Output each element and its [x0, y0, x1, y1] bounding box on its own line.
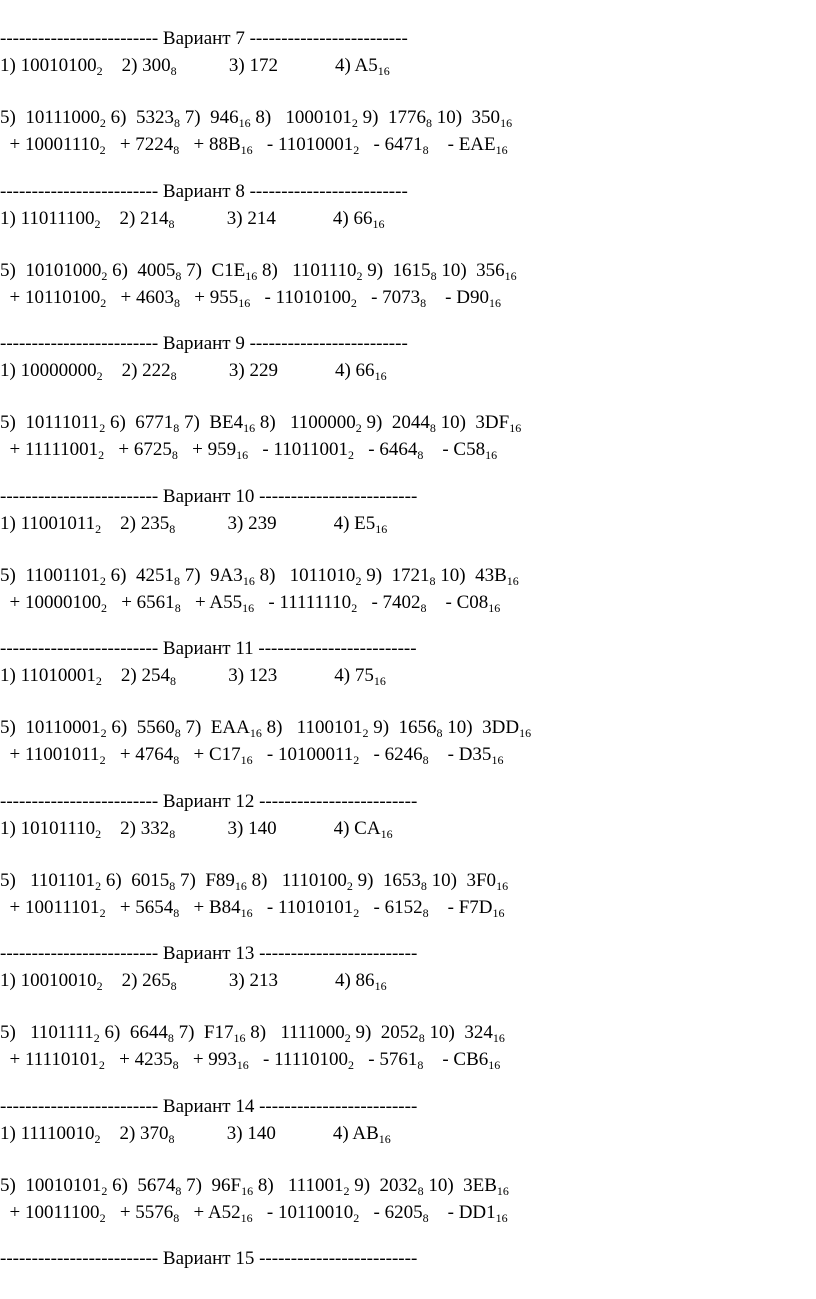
task-line [0, 897, 505, 919]
base-subscript: 2 [95, 521, 102, 536]
base-subscript: 2 [353, 1210, 360, 1225]
task-text: - 5761 [354, 1049, 418, 1070]
task-text: - C58 [423, 439, 486, 460]
task-line [0, 134, 508, 156]
base-subscript: 8 [175, 1183, 182, 1198]
task-text: 1) 10010010 [0, 970, 97, 991]
base-subscript: 2 [94, 216, 101, 231]
base-subscript: 2 [98, 1058, 105, 1072]
task-text: 9) 1615 [362, 259, 431, 281]
base-subscript: 16 [236, 1058, 249, 1072]
task-line [0, 513, 387, 535]
base-subscript: 2 [353, 753, 360, 767]
task-text: 5) 10111000 [0, 107, 100, 128]
base-subscript: 16 [375, 521, 388, 536]
base-subscript: 16 [488, 295, 501, 310]
task-line [0, 260, 517, 282]
task-text: - 6152 [359, 896, 423, 918]
base-subscript: 16 [495, 1210, 508, 1225]
base-subscript: 8 [169, 878, 176, 893]
base-subscript: 8 [168, 216, 175, 231]
task-text: - DD1 [428, 1201, 496, 1223]
task-line [0, 1049, 500, 1071]
task-text: + 10001110 [0, 134, 100, 155]
task-text: + 10011100 [0, 1201, 100, 1223]
task-text: 6) 5323 [105, 107, 174, 128]
base-subscript: 16 [485, 448, 498, 462]
task-text: 7) EAA [180, 717, 250, 738]
task-text: - 10110010 [252, 1201, 354, 1223]
base-subscript: 16 [377, 64, 390, 78]
task-line [0, 412, 521, 434]
task-text: - 11010001 [252, 134, 354, 155]
task-line [0, 1202, 508, 1224]
variant-header: ------------------------- Вариант 8 ------------------------- [0, 180, 408, 202]
base-subscript: 16 [496, 878, 509, 893]
base-subscript: 16 [242, 600, 255, 615]
task-text: 9) 1721 [361, 564, 430, 586]
task-text: - 6205 [359, 1201, 423, 1223]
base-subscript: 2 [99, 905, 106, 920]
task-text: - 11010101 [252, 896, 354, 918]
base-subscript: 2 [353, 905, 360, 920]
task-text: 5) 1101111 [0, 1022, 94, 1043]
task-text: + 959 [177, 439, 237, 460]
task-text: - 7073 [356, 286, 421, 308]
task-text: 3) 229 4) 66 [176, 360, 375, 381]
task-text: 10) 350 [431, 107, 501, 128]
task-text: 8) 1101110 [257, 259, 357, 281]
base-subscript: 2 [99, 143, 106, 157]
task-text: - 10100011 [252, 744, 354, 765]
base-subscript: 16 [492, 905, 505, 920]
base-subscript: 8 [430, 268, 437, 283]
base-subscript: 2 [99, 421, 106, 435]
task-text: 9) 2052 [350, 1022, 419, 1043]
task-text: 1) 10101110 [0, 817, 96, 839]
base-subscript: 8 [170, 369, 177, 383]
task-text: 3) 239 4) E5 [175, 512, 376, 534]
base-subscript: 2 [350, 295, 357, 310]
task-line [0, 970, 387, 992]
base-subscript: 16 [249, 726, 262, 740]
task-line [0, 208, 384, 230]
base-subscript: 2 [355, 421, 362, 435]
task-text: - 6464 [354, 439, 418, 460]
base-subscript: 16 [380, 826, 393, 841]
task-text: 2) 265 [102, 970, 171, 991]
task-text: 3) 140 4) CA [175, 817, 381, 839]
base-subscript: 8 [422, 753, 429, 767]
task-text: 3) 214 4) 66 [174, 207, 373, 229]
base-subscript: 8 [425, 116, 432, 130]
task-line [0, 744, 503, 766]
task-text: 2) 254 [101, 665, 170, 686]
task-text: + B84 [179, 896, 241, 918]
base-subscript: 2 [99, 573, 106, 588]
base-subscript: 2 [353, 143, 360, 157]
task-text: + 88B [179, 134, 241, 155]
task-line [0, 287, 501, 309]
base-subscript: 8 [168, 1131, 175, 1146]
base-subscript: 16 [374, 369, 387, 383]
task-text: + 4603 [106, 286, 174, 308]
variant-header: ------------------------- Вариант 9 ------------------------- [0, 333, 408, 354]
task-text: 3) 123 4) 75 [175, 665, 374, 686]
task-text: 6) 6644 [99, 1022, 168, 1043]
task-text: - 11010100 [250, 286, 351, 308]
base-subscript: 2 [99, 753, 106, 767]
task-text: 3) 213 4) 86 [176, 970, 375, 991]
base-subscript: 8 [174, 116, 180, 130]
task-text: 8) 1111000 [245, 1022, 345, 1043]
task-text: 6) 4251 [105, 564, 174, 586]
task-text: - 7402 [357, 591, 421, 613]
task-text: 5) 1101101 [0, 869, 96, 891]
task-text: - 6246 [359, 744, 423, 765]
task-text: 10) 3F0 [426, 869, 497, 891]
base-subscript: 2 [99, 1210, 106, 1225]
base-subscript: 2 [101, 268, 108, 283]
base-subscript: 8 [436, 726, 443, 740]
base-subscript: 8 [422, 1210, 429, 1225]
task-line [0, 592, 500, 614]
task-text: - CB6 [423, 1049, 489, 1070]
variant-header: ------------------------- Вариант 13 ------------------------- [0, 943, 418, 964]
base-subscript: 16 [491, 753, 504, 767]
base-subscript: 2 [96, 369, 103, 383]
task-text: 1) 11110010 [0, 1122, 95, 1144]
task-text: 8) 1100101 [261, 717, 363, 738]
task-text: - 11111110 [254, 591, 352, 613]
base-subscript: 16 [236, 448, 249, 462]
base-subscript: 2 [351, 116, 358, 130]
task-text: 1) 10000000 [0, 360, 97, 381]
task-text: 8) 111001 [253, 1174, 344, 1196]
task-text: 10) 356 [436, 259, 505, 281]
base-subscript: 8 [173, 143, 180, 157]
base-subscript: 8 [173, 753, 180, 767]
variant-header: ------------------------- Вариант 15 ------------------------- [0, 1248, 418, 1269]
task-line [0, 107, 512, 129]
task-text: + 4235 [104, 1049, 173, 1070]
base-subscript: 16 [242, 573, 255, 588]
task-line [0, 55, 390, 77]
task-text: 10) 3EB [423, 1174, 497, 1196]
base-subscript: 2 [94, 1131, 101, 1146]
base-subscript: 16 [374, 979, 387, 993]
task-text: + 11110101 [0, 1049, 99, 1070]
base-subscript: 8 [417, 1183, 424, 1198]
base-subscript: 8 [429, 421, 436, 435]
task-text: 9) 1656 [368, 717, 437, 738]
task-text: 6) 4005 [107, 259, 176, 281]
base-subscript: 2 [95, 674, 102, 688]
base-subscript: 16 [238, 295, 251, 310]
task-text: 3) 140 4) AB [174, 1122, 379, 1144]
base-subscript: 16 [372, 216, 385, 231]
task-text: + 7224 [105, 134, 174, 155]
task-line [0, 565, 519, 587]
base-subscript: 16 [243, 421, 256, 435]
task-text: 10) 3DF [435, 412, 510, 433]
variant-header: ------------------------- Вариант 7 ------------------------- [0, 28, 408, 49]
base-subscript: 8 [172, 1058, 179, 1072]
task-text: 7) 96F [181, 1174, 242, 1196]
task-text: + 5654 [105, 896, 174, 918]
task-line [0, 870, 508, 892]
base-subscript: 2 [96, 64, 103, 78]
base-subscript: 2 [356, 268, 363, 283]
task-text: + 10110100 [0, 286, 101, 308]
task-line [0, 360, 387, 382]
task-text: 5) 10101000 [0, 259, 102, 281]
base-subscript: 2 [346, 878, 353, 893]
task-text: 5) 10110001 [0, 717, 101, 738]
task-text: 9) 1653 [352, 869, 421, 891]
task-text: - 11011001 [248, 439, 349, 460]
base-subscript: 16 [238, 116, 251, 130]
base-subscript: 16 [492, 1031, 505, 1045]
task-text: 8) 1100000 [255, 412, 356, 433]
task-text: 2) 235 [101, 512, 170, 534]
task-text: 6) 5560 [106, 717, 175, 738]
variant-header: ------------------------- Вариант 10 ------------------------- [0, 485, 418, 507]
base-subscript: 8 [417, 448, 424, 462]
base-subscript: 2 [95, 826, 102, 841]
base-subscript: 2 [99, 116, 106, 130]
base-subscript: 8 [170, 979, 177, 993]
base-subscript: 16 [240, 1210, 253, 1225]
task-text: + 6561 [106, 591, 175, 613]
base-subscript: 16 [241, 1183, 254, 1198]
base-subscript: 16 [488, 1058, 501, 1072]
variant-header: ------------------------- Вариант 11 ------------------------- [0, 638, 417, 659]
task-text: 1) 10010100 [0, 55, 97, 76]
base-subscript: 16 [504, 268, 517, 283]
task-text: 1) 11011100 [0, 207, 95, 229]
task-text: - 11110100 [248, 1049, 349, 1070]
base-subscript: 16 [240, 905, 253, 920]
task-text: 2) 300 [102, 55, 171, 76]
task-text: 10) 43B [435, 564, 507, 586]
task-text: 8) 1000101 [250, 107, 352, 128]
variant-header: ------------------------- Вариант 12 ------------------------- [0, 790, 418, 812]
base-subscript: 16 [245, 268, 258, 283]
base-subscript: 8 [174, 726, 181, 740]
task-text: - F7D [428, 896, 493, 918]
base-subscript: 2 [362, 726, 369, 740]
base-subscript: 8 [422, 143, 429, 157]
task-text: + 5576 [105, 1201, 174, 1223]
task-text: 7) 946 [180, 107, 239, 128]
task-text: + A52 [179, 1201, 241, 1223]
task-line [0, 439, 497, 461]
task-text: + A55 [180, 591, 243, 613]
base-subscript: 8 [417, 1058, 424, 1072]
base-subscript: 2 [100, 295, 107, 310]
task-text: + 955 [179, 286, 239, 308]
task-text: + 11111001 [0, 439, 99, 460]
base-subscript: 2 [96, 979, 103, 993]
base-subscript: 8 [418, 1031, 425, 1045]
task-text: 1) 11010001 [0, 665, 96, 686]
task-text: 5) 10010101 [0, 1174, 102, 1196]
task-text: 8) 1011010 [254, 564, 356, 586]
task-line [0, 1022, 505, 1044]
task-text: + 11001011 [0, 744, 100, 765]
task-text: - EAE [428, 134, 496, 155]
task-line [0, 717, 531, 739]
task-line [0, 665, 386, 687]
task-text: + 6725 [104, 439, 172, 460]
base-subscript: 2 [93, 1031, 100, 1045]
task-text: - 6471 [359, 134, 423, 155]
task-text: 3) 172 4) A5 [176, 55, 378, 76]
base-subscript: 8 [169, 674, 176, 688]
base-subscript: 8 [169, 826, 176, 841]
task-line [0, 1123, 391, 1145]
base-subscript: 16 [488, 600, 501, 615]
base-subscript: 2 [344, 1031, 351, 1045]
task-text: 7) C1E [181, 259, 246, 281]
base-subscript: 16 [519, 726, 532, 740]
base-subscript: 8 [171, 448, 178, 462]
base-subscript: 16 [506, 573, 519, 588]
base-subscript: 16 [496, 1183, 509, 1198]
base-subscript: 8 [173, 421, 180, 435]
task-text: 7) F89 [175, 869, 235, 891]
base-subscript: 16 [234, 878, 247, 893]
task-text: 5) 10111011 [0, 412, 100, 433]
task-text: - D35 [428, 744, 492, 765]
task-text: - C08 [426, 591, 489, 613]
task-text: 9) 2044 [361, 412, 430, 433]
variant-header: ------------------------- Вариант 14 ------------------------- [0, 1095, 418, 1117]
base-subscript: 8 [429, 573, 436, 588]
base-subscript: 2 [95, 878, 102, 893]
task-text: 9) 1776 [357, 107, 426, 128]
base-subscript: 8 [173, 295, 180, 310]
task-text: 9) 2032 [349, 1174, 418, 1196]
task-text: 2) 332 [101, 817, 170, 839]
task-text: 6) 6015 [101, 869, 170, 891]
base-subscript: 8 [170, 64, 177, 78]
task-text: 10) 324 [424, 1022, 493, 1043]
task-text: 7) F17 [173, 1022, 234, 1043]
base-subscript: 16 [378, 1131, 391, 1146]
base-subscript: 16 [240, 753, 253, 767]
base-subscript: 8 [420, 878, 427, 893]
base-subscript: 16 [495, 143, 508, 157]
base-subscript: 8 [173, 1210, 180, 1225]
task-text: 5) 11001101 [0, 564, 100, 586]
base-subscript: 8 [174, 573, 180, 588]
base-subscript: 8 [167, 1031, 174, 1045]
task-text: + 10011101 [0, 896, 100, 918]
task-text: - D90 [426, 286, 489, 308]
task-text: 8) 1110100 [246, 869, 347, 891]
base-subscript: 8 [420, 295, 427, 310]
base-subscript: 8 [174, 600, 181, 615]
base-subscript: 16 [233, 1031, 246, 1045]
task-text: 6) 6771 [105, 412, 174, 433]
task-text: 7) BE4 [179, 412, 244, 433]
task-text: + C17 [179, 744, 241, 765]
task-text: 2) 222 [102, 360, 171, 381]
base-subscript: 2 [98, 448, 105, 462]
base-subscript: 8 [422, 905, 429, 920]
task-text: + 993 [178, 1049, 237, 1070]
base-subscript: 8 [173, 905, 180, 920]
base-subscript: 2 [348, 448, 355, 462]
task-text: 10) 3DD [442, 717, 520, 738]
task-text: 1) 11001011 [0, 512, 96, 534]
base-subscript: 16 [509, 421, 522, 435]
task-line [0, 1175, 509, 1197]
task-text: 6) 5674 [107, 1174, 176, 1196]
base-subscript: 8 [175, 268, 182, 283]
base-subscript: 8 [420, 600, 427, 615]
base-subscript: 2 [100, 726, 107, 740]
base-subscript: 2 [351, 600, 358, 615]
task-line [0, 818, 393, 840]
base-subscript: 2 [348, 1058, 355, 1072]
task-text: + 4764 [105, 744, 174, 765]
base-subscript: 2 [343, 1183, 350, 1198]
base-subscript: 16 [500, 116, 513, 130]
base-subscript: 2 [101, 1183, 108, 1198]
task-text: 2) 370 [100, 1122, 169, 1144]
task-text: 2) 214 [100, 207, 169, 229]
task-text: 7) 9A3 [180, 564, 243, 586]
base-subscript: 2 [355, 573, 362, 588]
base-subscript: 16 [373, 674, 386, 688]
base-subscript: 2 [100, 600, 107, 615]
base-subscript: 8 [169, 521, 176, 536]
base-subscript: 16 [240, 143, 253, 157]
task-text: + 10000100 [0, 591, 101, 613]
